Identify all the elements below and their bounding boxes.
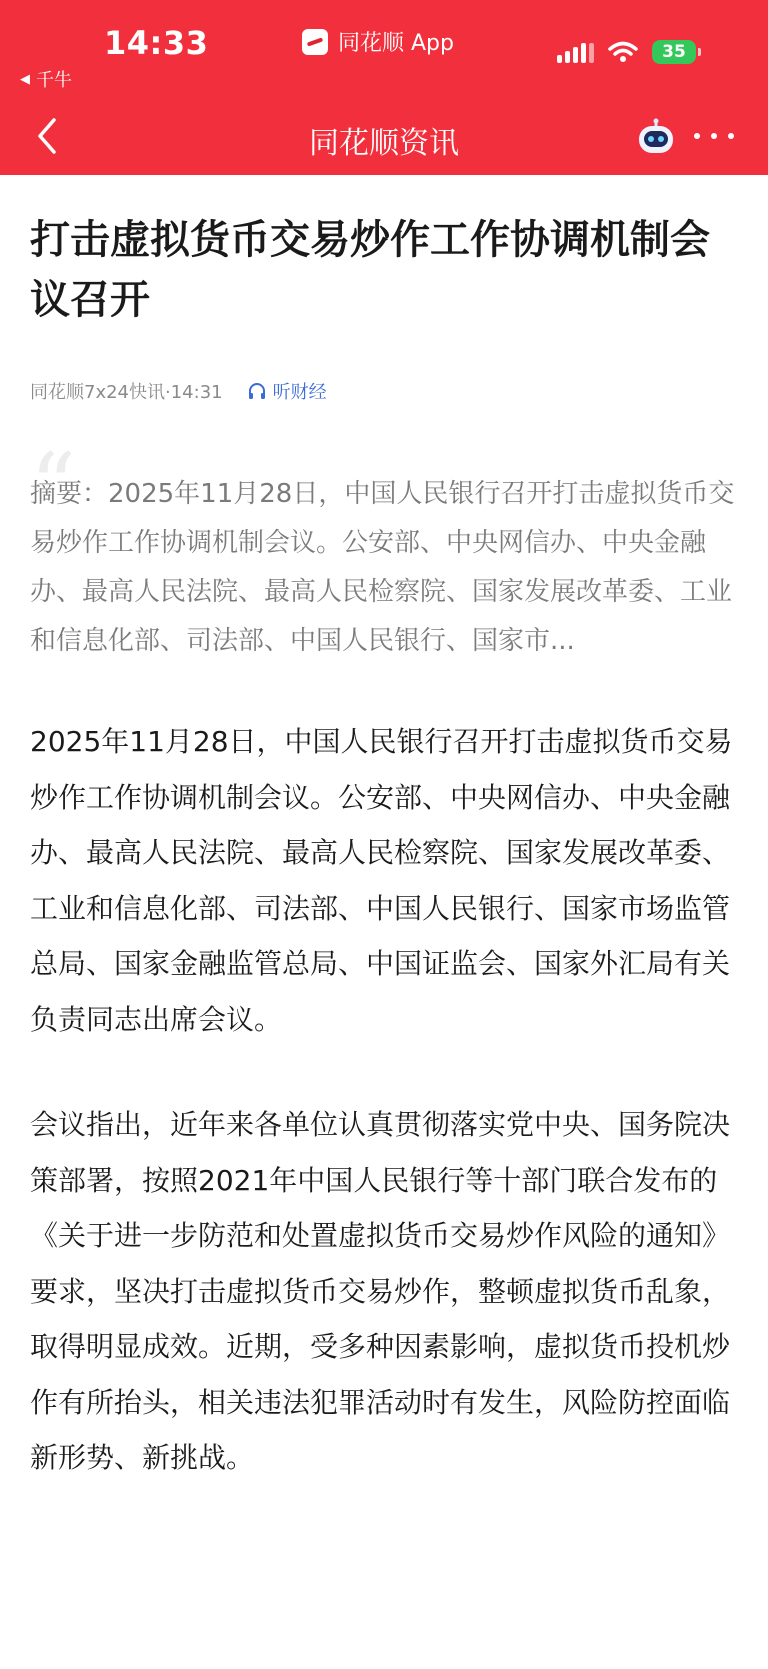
battery-icon <box>652 40 696 64</box>
app-header <box>0 0 768 175</box>
robot-assistant-icon <box>636 118 676 156</box>
listen-label: 听财经 <box>272 382 327 403</box>
more-dot <box>728 133 734 139</box>
app-logo-icon <box>302 29 328 55</box>
headphones-icon <box>247 381 267 401</box>
wifi-icon <box>608 41 638 63</box>
ai-assistant-button[interactable] <box>636 118 676 156</box>
article-title: 打击虚拟货币交易炒作工作协调机制会议召开 <box>30 217 710 323</box>
app-badge <box>302 26 454 57</box>
article-summary <box>30 434 742 666</box>
back-triangle-icon: ◀ <box>20 71 30 87</box>
app-name: 同花顺 App <box>338 31 454 56</box>
page-title: 同花顺资讯 <box>309 126 459 161</box>
summary-text: 摘要：2025年11月28日，中国人民银行召开打击虚拟货币交易炒作工作协调机制会议。公安部、中央网信办、中央金融办、最高人民法院、最高人民检察院、国家发展改革委、工业和信息化部、司法部、中国人民银行、国家市... <box>30 479 735 656</box>
battery-level: 35 <box>662 42 686 62</box>
back-to-app-link[interactable] <box>20 66 72 92</box>
status-time: 14:33 <box>104 24 209 62</box>
article-source: 同花顺7x24快讯·14:31 <box>30 382 223 403</box>
more-dot <box>711 133 717 139</box>
more-options-button[interactable] <box>694 126 734 146</box>
article-paragraph-2: 会议指出，近年来各单位认真贯彻落实党中央、国务院决策部署，按照2021年中国人民银行等十部门联合发布的《关于进一步防范和处置虚拟货币交易炒作风险的通知》要求，坚决打击虚拟货币交易炒作，整顿虚拟货币乱象，取得明显成效。近期，受多种因素影响，虚拟货币投机炒作有所抬头，相关违法犯罪活动时有发生，风险防控面临新形势、新挑战。 <box>30 1108 731 1474</box>
listen-button[interactable] <box>247 378 327 404</box>
article-body <box>30 210 742 1486</box>
more-dot <box>694 133 700 139</box>
back-app-label: 千牛 <box>36 70 72 91</box>
quote-mark-icon: “ <box>30 434 77 539</box>
article-paragraph-1: 2025年11月28日，中国人民银行召开打击虚拟货币交易炒作工作协调机制会议。公安部、中央网信办、中央金融办、最高人民法院、最高人民检察院、国家发展改革委、工业和信息化部、司法部、中国人民银行、国家市场监管总局、国家金融监管总局、中国证监会、国家外汇局有关负责同志出席会议。 <box>30 725 733 1036</box>
article-meta <box>30 378 742 404</box>
status-indicators <box>557 40 696 64</box>
cellular-signal-icon <box>557 41 594 63</box>
